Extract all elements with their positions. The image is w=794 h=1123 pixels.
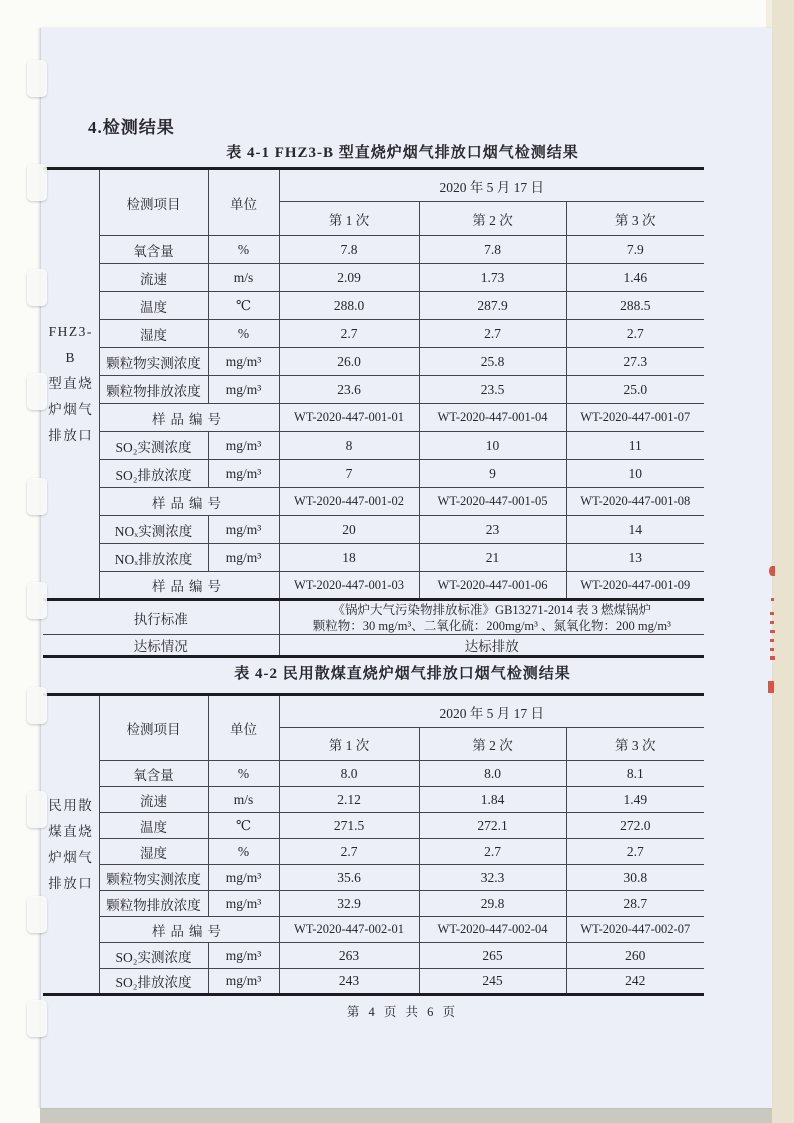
side-label-line: 型直烧 bbox=[48, 376, 94, 391]
table1-body bbox=[43, 169, 704, 657]
data-row bbox=[43, 761, 704, 787]
row-value-cell: 8.0 bbox=[419, 761, 566, 787]
row-unit-cell: mg/m³ bbox=[208, 969, 279, 995]
scan-bottom-edge bbox=[40, 1108, 772, 1123]
data-row bbox=[43, 969, 704, 995]
header-run-cell: 第 1 次 bbox=[279, 728, 419, 761]
row-value-cell: 21 bbox=[419, 544, 566, 572]
header-run-cell: 第 1 次 bbox=[279, 202, 419, 236]
row-value-cell: 25.0 bbox=[566, 376, 704, 404]
section-title: 4.检测结果 bbox=[88, 118, 175, 137]
sample-label-cell: 样品编号 bbox=[99, 917, 279, 943]
row-unit-cell: m/s bbox=[208, 787, 279, 813]
row-value-cell: 2.7 bbox=[279, 320, 419, 348]
table1-side-label bbox=[43, 169, 99, 600]
row-unit-cell: mg/m³ bbox=[208, 376, 279, 404]
row-value-cell: 272.1 bbox=[419, 813, 566, 839]
sample-id-cell: WT-2020-447-001-08 bbox=[566, 488, 704, 516]
red-stamp-mark bbox=[770, 648, 774, 651]
data-row bbox=[43, 544, 704, 572]
sample-row bbox=[43, 572, 704, 600]
side-label-line: 煤直烧 bbox=[48, 823, 94, 839]
data-row bbox=[43, 292, 704, 320]
header-date-cell: 2020 年 5 月 17 日 bbox=[279, 169, 704, 202]
row-value-cell: 242 bbox=[566, 969, 704, 995]
row-value-cell: 260 bbox=[566, 943, 704, 969]
sample-id-cell: WT-2020-447-002-07 bbox=[566, 917, 704, 943]
row-value-cell: 8.1 bbox=[566, 761, 704, 787]
row-value-cell: 265 bbox=[419, 943, 566, 969]
data-row bbox=[43, 891, 704, 917]
red-stamp-mark bbox=[770, 621, 774, 624]
sample-label-cell: 样品编号 bbox=[99, 572, 279, 600]
compliance-row bbox=[43, 635, 704, 657]
row-item-cell: 氧含量 bbox=[99, 761, 208, 787]
side-label-line: 排放口 bbox=[48, 428, 94, 443]
sample-label-cell: 样品编号 bbox=[99, 404, 279, 432]
red-stamp-mark bbox=[770, 630, 775, 633]
row-value-cell: 2.7 bbox=[279, 839, 419, 865]
side-label-line: 民用散 bbox=[48, 797, 94, 813]
data-row bbox=[43, 516, 704, 544]
row-value-cell: 8 bbox=[279, 432, 419, 460]
row-value-cell: 27.3 bbox=[566, 348, 704, 376]
row-value-cell: 20 bbox=[279, 516, 419, 544]
row-unit-cell: % bbox=[208, 320, 279, 348]
binding-hole bbox=[27, 791, 47, 828]
row-value-cell: 11 bbox=[566, 432, 704, 460]
red-stamp-mark bbox=[771, 598, 774, 601]
header-unit-cell: 单位 bbox=[208, 695, 279, 761]
row-value-cell: 10 bbox=[566, 460, 704, 488]
header-date-cell: 2020 年 5 月 17 日 bbox=[279, 695, 704, 728]
row-item-cell: NOₓ排放浓度 bbox=[99, 544, 208, 572]
paper-sheet bbox=[40, 28, 772, 1108]
row-value-cell: 13 bbox=[566, 544, 704, 572]
sample-row bbox=[43, 488, 704, 516]
data-row bbox=[43, 432, 704, 460]
row-item-cell: 颗粒物排放浓度 bbox=[99, 891, 208, 917]
sample-label-cell: 样品编号 bbox=[99, 488, 279, 516]
sample-id-cell: WT-2020-447-001-04 bbox=[419, 404, 566, 432]
row-item-cell: SO₂排放浓度 bbox=[99, 969, 208, 995]
row-item-cell: SO₂排放浓度 bbox=[99, 460, 208, 488]
row-value-cell: 7.9 bbox=[566, 236, 704, 264]
binding-hole bbox=[27, 269, 47, 306]
row-value-cell: 245 bbox=[419, 969, 566, 995]
row-value-cell: 18 bbox=[279, 544, 419, 572]
row-value-cell: 32.3 bbox=[419, 865, 566, 891]
sample-row bbox=[43, 404, 704, 432]
row-item-cell: 颗粒物排放浓度 bbox=[99, 376, 208, 404]
exec-standard-line2: 颗粒物：30 mg/m³、二氧化硫：200mg/m³ 、氮氧化物：200 mg/m³ bbox=[312, 618, 671, 633]
row-value-cell: 2.12 bbox=[279, 787, 419, 813]
row-item-cell: 氧含量 bbox=[99, 236, 208, 264]
row-value-cell: 271.5 bbox=[279, 813, 419, 839]
data-row bbox=[43, 236, 704, 264]
row-unit-cell: mg/m³ bbox=[208, 348, 279, 376]
row-item-cell: 颗粒物实测浓度 bbox=[99, 348, 208, 376]
row-value-cell: 288.5 bbox=[566, 292, 704, 320]
scan-edge-strip bbox=[772, 0, 794, 1123]
row-unit-cell: ℃ bbox=[208, 292, 279, 320]
row-unit-cell: mg/m³ bbox=[208, 943, 279, 969]
row-item-cell: 流速 bbox=[99, 264, 208, 292]
row-item-cell: SO₂实测浓度 bbox=[99, 432, 208, 460]
binding-hole bbox=[27, 164, 47, 201]
row-value-cell: 7.8 bbox=[419, 236, 566, 264]
sample-id-cell: WT-2020-447-001-02 bbox=[279, 488, 419, 516]
row-value-cell: 23.6 bbox=[279, 376, 419, 404]
compliance-label: 达标情况 bbox=[43, 635, 279, 657]
row-value-cell: 8.0 bbox=[279, 761, 419, 787]
header-item-cell: 检测项目 bbox=[99, 169, 208, 236]
table2-body bbox=[43, 695, 704, 995]
header-item-cell: 检测项目 bbox=[99, 695, 208, 761]
row-item-cell: SO₂实测浓度 bbox=[99, 943, 208, 969]
header-run-cell: 第 3 次 bbox=[566, 728, 704, 761]
data-row bbox=[43, 813, 704, 839]
row-value-cell: 2.7 bbox=[566, 320, 704, 348]
sample-id-cell: WT-2020-447-002-04 bbox=[419, 917, 566, 943]
binding-hole bbox=[27, 478, 47, 515]
row-item-cell: 温度 bbox=[99, 813, 208, 839]
sample-id-cell: WT-2020-447-001-07 bbox=[566, 404, 704, 432]
row-value-cell: 14 bbox=[566, 516, 704, 544]
row-item-cell: 温度 bbox=[99, 292, 208, 320]
row-value-cell: 272.0 bbox=[566, 813, 704, 839]
sample-id-cell: WT-2020-447-001-06 bbox=[419, 572, 566, 600]
row-value-cell: 23 bbox=[419, 516, 566, 544]
row-value-cell: 23.5 bbox=[419, 376, 566, 404]
table1-title: 表 4-1 FHZ3-B 型直烧炉烟气排放口烟气检测结果 bbox=[226, 145, 579, 161]
row-item-cell: 流速 bbox=[99, 787, 208, 813]
side-label-line: 炉烟气 bbox=[48, 402, 94, 417]
data-row bbox=[43, 264, 704, 292]
data-row bbox=[43, 865, 704, 891]
row-value-cell: 2.7 bbox=[566, 839, 704, 865]
header-run-cell: 第 2 次 bbox=[419, 202, 566, 236]
row-value-cell: 26.0 bbox=[279, 348, 419, 376]
table2-side-label bbox=[43, 695, 99, 995]
sample-id-cell: WT-2020-447-001-03 bbox=[279, 572, 419, 600]
side-label-line: FHZ3-B bbox=[48, 324, 93, 365]
row-unit-cell: mg/m³ bbox=[208, 432, 279, 460]
table1 bbox=[43, 167, 704, 658]
sample-id-cell: WT-2020-447-002-01 bbox=[279, 917, 419, 943]
row-unit-cell: mg/m³ bbox=[208, 891, 279, 917]
row-value-cell: 2.7 bbox=[419, 320, 566, 348]
sample-id-cell: WT-2020-447-001-01 bbox=[279, 404, 419, 432]
row-item-cell: 颗粒物实测浓度 bbox=[99, 865, 208, 891]
header-run-cell: 第 2 次 bbox=[419, 728, 566, 761]
row-value-cell: 10 bbox=[419, 432, 566, 460]
exec-standard-content bbox=[279, 600, 704, 635]
data-row bbox=[43, 787, 704, 813]
row-value-cell: 25.8 bbox=[419, 348, 566, 376]
side-label-line: 炉烟气 bbox=[48, 849, 94, 865]
table2-title: 表 4-2 民用散煤直烧炉烟气排放口烟气检测结果 bbox=[234, 666, 571, 682]
row-value-cell: 287.9 bbox=[419, 292, 566, 320]
red-stamp-mark bbox=[768, 681, 774, 693]
row-value-cell: 9 bbox=[419, 460, 566, 488]
row-unit-cell: % bbox=[208, 761, 279, 787]
row-value-cell: 30.8 bbox=[566, 865, 704, 891]
row-value-cell: 32.9 bbox=[279, 891, 419, 917]
header-run-cell: 第 3 次 bbox=[566, 202, 704, 236]
data-row bbox=[43, 839, 704, 865]
exec-standard-row bbox=[43, 600, 704, 635]
row-unit-cell: mg/m³ bbox=[208, 544, 279, 572]
table2-header-row-1 bbox=[43, 695, 704, 728]
data-row bbox=[43, 943, 704, 969]
exec-standard-label: 执行标准 bbox=[43, 600, 279, 635]
sample-id-cell: WT-2020-447-001-09 bbox=[566, 572, 704, 600]
binding-hole bbox=[27, 687, 47, 724]
exec-standard-line1: 《锅炉大气污染物排放标准》GB13271-2014 表 3 燃煤锅炉 bbox=[332, 602, 651, 617]
data-row bbox=[43, 460, 704, 488]
row-value-cell: 1.49 bbox=[566, 787, 704, 813]
row-unit-cell: m/s bbox=[208, 264, 279, 292]
data-row bbox=[43, 320, 704, 348]
row-unit-cell: % bbox=[208, 839, 279, 865]
side-label-line: 排放口 bbox=[48, 875, 94, 891]
red-stamp-mark bbox=[770, 612, 774, 615]
row-value-cell: 7 bbox=[279, 460, 419, 488]
table1-header-row-1 bbox=[43, 169, 704, 202]
binding-hole bbox=[27, 60, 47, 97]
row-value-cell: 7.8 bbox=[279, 236, 419, 264]
row-value-cell: 35.6 bbox=[279, 865, 419, 891]
data-row bbox=[43, 376, 704, 404]
binding-hole bbox=[27, 896, 47, 933]
header-unit-cell: 单位 bbox=[208, 169, 279, 236]
row-unit-cell: % bbox=[208, 236, 279, 264]
row-unit-cell: mg/m³ bbox=[208, 865, 279, 891]
row-value-cell: 1.73 bbox=[419, 264, 566, 292]
red-stamp-mark bbox=[770, 656, 775, 660]
data-row bbox=[43, 348, 704, 376]
red-stamp-mark bbox=[769, 566, 775, 576]
row-value-cell: 1.46 bbox=[566, 264, 704, 292]
binding-hole bbox=[27, 582, 47, 619]
page-footer: 第 4 页 共 6 页 bbox=[346, 1005, 459, 1019]
row-value-cell: 2.7 bbox=[419, 839, 566, 865]
row-unit-cell: mg/m³ bbox=[208, 460, 279, 488]
sample-row bbox=[43, 917, 704, 943]
row-item-cell: 湿度 bbox=[99, 320, 208, 348]
table2 bbox=[43, 693, 704, 996]
row-unit-cell: mg/m³ bbox=[208, 516, 279, 544]
row-value-cell: 288.0 bbox=[279, 292, 419, 320]
compliance-value: 达标排放 bbox=[279, 635, 704, 657]
binding-hole bbox=[27, 373, 47, 410]
row-unit-cell: ℃ bbox=[208, 813, 279, 839]
binding-hole bbox=[27, 1000, 47, 1037]
red-stamp-mark bbox=[770, 639, 774, 642]
row-value-cell: 28.7 bbox=[566, 891, 704, 917]
row-value-cell: 263 bbox=[279, 943, 419, 969]
row-item-cell: NOₓ实测浓度 bbox=[99, 516, 208, 544]
row-value-cell: 2.09 bbox=[279, 264, 419, 292]
row-item-cell: 湿度 bbox=[99, 839, 208, 865]
row-value-cell: 29.8 bbox=[419, 891, 566, 917]
sample-id-cell: WT-2020-447-001-05 bbox=[419, 488, 566, 516]
row-value-cell: 243 bbox=[279, 969, 419, 995]
row-value-cell: 1.84 bbox=[419, 787, 566, 813]
